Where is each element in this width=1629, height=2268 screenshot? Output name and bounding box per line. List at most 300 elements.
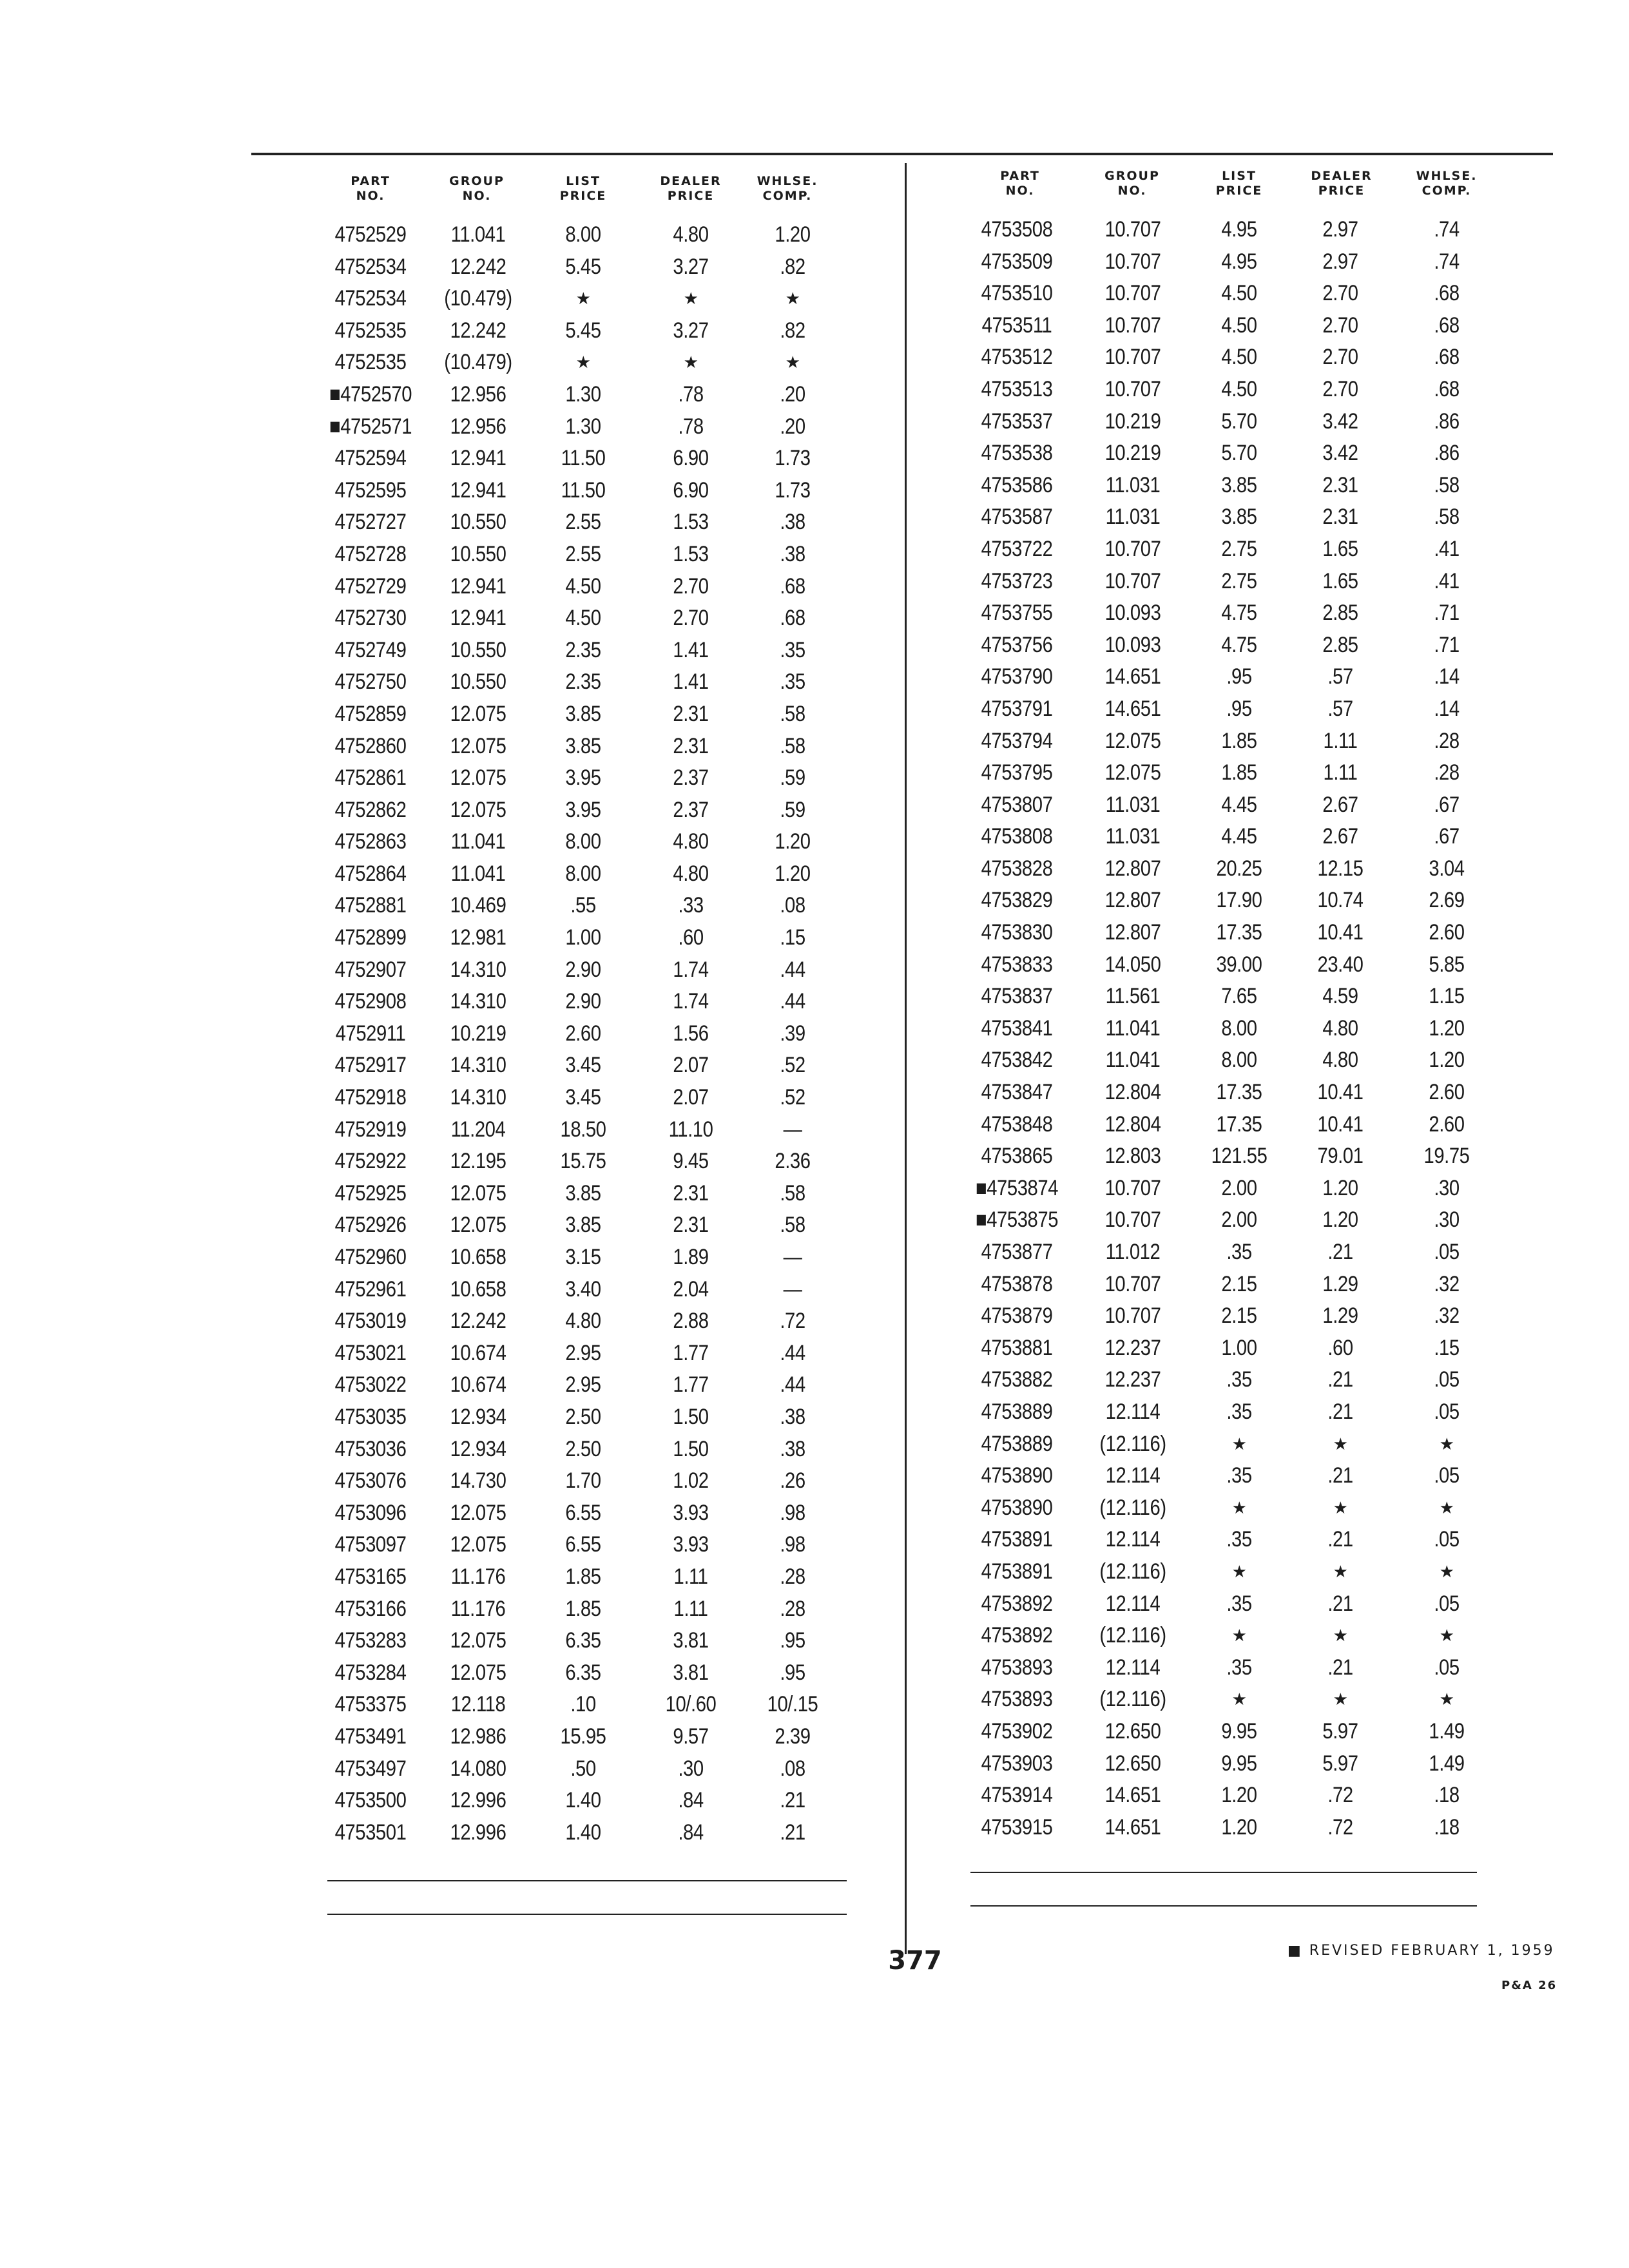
part-no-cell: 4753021 [334,1340,407,1365]
group-no-cell: 12.986 [450,1724,506,1749]
whlse-comp-cell: .05 [1434,1399,1460,1424]
list-price-cell: 4.80 [565,1309,601,1334]
dealer-price-cell: 2.97 [1322,217,1358,242]
dealer-price-cell: .57 [1327,696,1353,721]
list-price-cell: 4.50 [565,606,601,631]
group-no-cell: 10.707 [1104,536,1161,561]
part-no-cell: 4753497 [334,1756,407,1781]
part-no-cell: 4753914 [981,1783,1053,1808]
part-no-cell: 4752729 [334,573,407,599]
dealer-price-cell: 1.89 [673,1245,709,1269]
list-price-cell: 2.35 [565,669,601,695]
dealer-price-cell: 3.27 [673,254,709,279]
whlse-comp-cell: 1.20 [775,829,811,854]
part-no-cell: 4753892 [981,1591,1053,1616]
whlse-comp-cell: 2.69 [1429,888,1465,913]
list-price-cell: 11.50 [561,446,606,471]
list-price-cell: .35 [1226,1240,1252,1264]
whlse-comp-cell: 3.04 [1429,856,1465,881]
whlse-comp-cell: .30 [1434,1207,1460,1233]
group-no-cell: 12.934 [450,1404,506,1429]
dealer-price-cell: 1.74 [673,957,709,982]
table-row [0,1684,1629,1716]
whlse-comp-cell: .26 [780,1468,805,1494]
list-price-cell: 5.70 [1221,408,1257,434]
list-price-cell: .95 [1226,696,1252,721]
group-no-cell: 11.204 [450,1117,506,1142]
dealer-price-cell: 3.81 [673,1660,709,1685]
group-no-cell: 14.730 [450,1468,506,1494]
group-no-cell: 12.075 [450,797,506,822]
part-no-cell: 4752529 [334,222,407,247]
dealer-price-cell: 2.88 [673,1309,709,1334]
list-price-cell: 1.40 [565,1788,601,1813]
part-no-cell: 4752535 [334,350,407,375]
catalog-code: P&A 26 [1501,1979,1557,1992]
list-price-cell: 5.70 [1221,441,1257,466]
group-no-cell: 14.651 [1104,1814,1161,1840]
group-no-cell: 12.118 [450,1692,506,1717]
list-price-cell: 6.55 [565,1532,601,1557]
header-list-price: LIST PRICE [559,174,607,203]
dealer-price-cell: 12.15 [1317,856,1364,881]
list-price-cell: 8.00 [565,861,601,886]
dealer-price-cell: 6.90 [673,477,709,503]
dealer-price-cell: 4.80 [673,861,709,886]
dealer-price-cell: 1.29 [1322,1271,1358,1296]
table-row [0,1109,1629,1141]
dealer-price-cell: 1.41 [673,669,709,695]
dealer-price-cell: 10.41 [1317,1080,1364,1105]
whlse-comp-cell: .28 [780,1596,805,1621]
dealer-price-cell: 2.85 [1322,632,1358,657]
part-no-cell: 4752860 [334,733,407,758]
group-no-cell: 12.114 [1105,1591,1161,1616]
group-no-cell: 12.941 [450,477,506,503]
part-no-cell: 4752535 [334,318,407,343]
group-no-cell: 10.707 [1104,568,1161,593]
list-price-cell: 2.50 [565,1436,601,1461]
list-price-cell: ★ [1231,1497,1247,1517]
table-row [0,1748,1629,1780]
group-no-cell: 12.075 [1104,728,1161,753]
dealer-price-cell: ★ [683,352,699,372]
part-no-cell: 4752534 [334,254,407,279]
table-row [0,214,1629,246]
whlse-comp-cell: ★ [1439,1561,1454,1581]
part-no-cell: 4753807 [981,792,1053,817]
dealer-price-cell: ★ [1333,1434,1348,1454]
whlse-comp-cell: .98 [780,1500,805,1525]
list-price-cell: ★ [575,289,591,309]
whlse-comp-cell: .38 [780,510,805,535]
group-no-cell: (12.116) [1099,1559,1166,1584]
part-no-cell: 4753879 [981,1303,1053,1329]
part-no-cell: 4753882 [981,1367,1053,1392]
whlse-comp-cell: 2.36 [775,1149,811,1174]
dealer-price-cell: 1.11 [1323,760,1358,785]
dealer-price-cell: 1.77 [673,1340,709,1365]
whlse-comp-cell: .14 [1434,664,1460,689]
table-row [0,1269,1629,1301]
whlse-comp-cell: .08 [780,893,805,918]
dealer-price-cell: .60 [678,925,704,950]
list-price-cell: .35 [1226,1655,1252,1680]
part-no-cell: 4753889 [981,1431,1053,1456]
group-no-cell: 10.469 [450,893,506,918]
group-no-cell: 12.650 [1104,1751,1161,1776]
part-no-cell: 4753890 [981,1495,1053,1520]
header-list-price: LIST PRICE [1215,169,1263,198]
group-no-cell: 10.550 [450,541,506,566]
whlse-comp-cell: .35 [780,669,805,695]
dealer-price-cell: 1.53 [673,510,709,535]
list-price-cell: 4.95 [1221,217,1257,242]
list-price-cell: 2.55 [565,541,601,566]
list-price-cell: 1.85 [1221,760,1257,785]
dealer-price-cell: 2.67 [1322,824,1358,849]
group-no-cell: 12.237 [1104,1367,1161,1392]
group-no-cell: 12.804 [1104,1111,1161,1137]
whlse-comp-cell: .08 [780,1756,805,1781]
whlse-comp-cell: .15 [780,925,805,950]
dealer-price-cell: .60 [1327,1335,1353,1360]
whlse-comp-cell: 1.20 [1429,1015,1465,1041]
whlse-comp-cell: .28 [1434,760,1460,785]
list-price-cell: 8.00 [1221,1015,1257,1041]
table-row [0,533,1629,566]
whlse-comp-cell: .58 [780,1180,805,1206]
table-row [0,821,1629,853]
list-price-cell: 3.45 [565,1085,601,1110]
group-no-cell: 12.242 [450,318,506,343]
group-no-cell: 12.075 [450,1532,506,1557]
part-no-cell: 4753587 [981,505,1053,530]
part-no-cell: 4752925 [334,1180,407,1206]
dealer-price-cell: 1.11 [673,1596,708,1621]
list-price-cell: .35 [1226,1399,1252,1424]
part-no-cell: 4753889 [981,1399,1053,1424]
whlse-comp-cell: 1.73 [775,477,811,503]
dealer-price-cell: 6.90 [673,446,709,471]
part-no-cell: 4753892 [981,1623,1053,1648]
table-row [0,693,1629,726]
list-price-cell: 4.95 [1221,249,1257,274]
table-row [0,917,1629,949]
table-row [0,1716,1629,1748]
dealer-price-cell: ★ [683,289,699,309]
list-price-cell: 8.00 [565,829,601,854]
dealer-price-cell: 4.80 [1322,1015,1358,1041]
dealer-price-cell: 1.41 [673,637,709,662]
left-bottom-rule-1 [327,1880,847,1881]
whlse-comp-cell: .68 [780,573,805,599]
part-no-cell: 4752595 [334,477,407,503]
dealer-price-cell: 79.01 [1317,1144,1364,1169]
whlse-comp-cell: ★ [1439,1626,1454,1646]
part-no-cell: 4752861 [334,765,407,791]
part-no-cell: 4753842 [981,1048,1053,1073]
group-no-cell: 12.807 [1104,888,1161,913]
group-no-cell: 12.075 [450,1180,506,1206]
list-price-cell: 2.95 [565,1372,601,1398]
part-no-cell: ■4752571 [329,414,412,439]
dealer-price-cell: .78 [678,414,704,439]
list-price-cell: 1.40 [565,1820,601,1845]
dealer-price-cell: 2.37 [673,797,709,822]
whlse-comp-cell: .44 [780,1372,805,1398]
whlse-comp-cell: .05 [1434,1463,1460,1488]
group-no-cell: 11.561 [1105,984,1161,1009]
group-no-cell: 10.219 [1104,408,1161,434]
list-price-cell: 3.15 [565,1245,601,1269]
whlse-comp-cell: ★ [1439,1689,1454,1709]
dealer-price-cell: 1.29 [1322,1303,1358,1329]
whlse-comp-cell: .30 [1434,1175,1460,1200]
table-row [0,437,1629,470]
dealer-price-cell: 9.45 [673,1149,709,1174]
header-dealer-price: DEALER PRICE [660,174,722,203]
list-price-cell: 1.00 [1221,1335,1257,1360]
part-no-cell: 4752594 [334,446,407,471]
dealer-price-cell: 4.80 [1322,1048,1358,1073]
list-price-cell: 17.35 [1216,920,1262,945]
whlse-comp-cell: .18 [1434,1783,1460,1808]
list-price-cell: 2.35 [565,637,601,662]
table-row [0,1332,1629,1365]
whlse-comp-cell: .52 [780,1085,805,1110]
whlse-comp-cell: .32 [1434,1303,1460,1329]
header-group-no: GROUP NO. [449,174,505,203]
list-price-cell: ★ [1231,1434,1247,1454]
whlse-comp-cell: ★ [785,289,800,309]
list-price-cell: 2.60 [565,1021,601,1046]
table-row [0,1204,1629,1236]
header-group-no: GROUP NO. [1104,169,1160,198]
list-price-cell: 4.50 [1221,376,1257,401]
group-no-cell: 12.941 [450,573,506,599]
whlse-comp-cell: .68 [780,606,805,631]
list-price-cell: 2.00 [1221,1207,1257,1233]
group-no-cell: 11.031 [1105,505,1161,530]
group-no-cell: 12.242 [450,1309,506,1334]
table-row [0,1044,1629,1077]
table-row [0,1428,1629,1461]
list-price-cell: 17.35 [1216,1080,1262,1105]
list-price-cell: 1.00 [565,925,601,950]
dealer-price-cell: 3.81 [673,1628,709,1653]
dealer-price-cell: .33 [678,893,704,918]
whlse-comp-cell: — [783,1117,802,1142]
header-part-no: PART NO. [351,174,390,203]
part-no-cell: 4752730 [334,606,407,631]
dealer-price-cell: 1.20 [1322,1175,1358,1200]
list-price-cell: 9.95 [1221,1718,1257,1744]
whlse-comp-cell: .68 [1434,281,1460,306]
group-no-cell: 12.996 [450,1788,506,1813]
group-no-cell: 11.041 [450,861,506,886]
dealer-price-cell: 1.50 [673,1436,709,1461]
dealer-price-cell: 2.70 [673,606,709,631]
header-part-no: PART NO. [1000,169,1040,198]
dealer-price-cell: 2.31 [1322,505,1358,530]
dealer-price-cell: 3.27 [673,318,709,343]
dealer-price-cell: 1.77 [673,1372,709,1398]
group-no-cell: 10.674 [450,1372,506,1398]
group-no-cell: (12.116) [1099,1623,1166,1648]
table-row [0,1173,1629,1205]
whlse-comp-cell: ★ [1439,1497,1454,1517]
table-row [0,1780,1629,1812]
whlse-comp-cell: .86 [1434,441,1460,466]
dealer-price-cell: .84 [678,1788,704,1813]
group-no-cell: 11.031 [1105,472,1161,497]
whlse-comp-cell: 5.85 [1429,952,1465,977]
dealer-price-cell: 1.56 [673,1021,709,1046]
table-row [0,726,1629,758]
table-row [0,1652,1629,1684]
part-no-cell: 4752961 [334,1276,407,1302]
dealer-price-cell: .21 [1327,1463,1353,1488]
part-no-cell: 4752728 [334,541,407,566]
list-price-cell: .50 [570,1756,596,1781]
group-no-cell: 10.550 [450,637,506,662]
list-price-cell: 4.50 [1221,281,1257,306]
part-no-cell: 4752926 [334,1213,407,1238]
whlse-comp-cell: .86 [1434,408,1460,434]
list-price-cell: 1.85 [1221,728,1257,753]
whlse-comp-cell: .39 [780,1021,805,1046]
table-row [0,1492,1629,1524]
table-row [0,501,1629,533]
table-row [0,566,1629,598]
dealer-price-cell: 5.97 [1322,1718,1358,1744]
whlse-comp-cell: .58 [1434,505,1460,530]
table-row [0,661,1629,693]
whlse-comp-cell: 1.73 [775,446,811,471]
table-row [0,1140,1629,1173]
whlse-comp-cell: — [783,1245,802,1269]
part-no-cell: 4752749 [334,637,407,662]
part-no-cell: 4753891 [981,1527,1053,1552]
whlse-comp-cell: .52 [780,1053,805,1078]
dealer-price-cell: 10.41 [1317,1111,1364,1137]
header-whlse-comp: WHLSE. COMP. [757,174,818,203]
part-no-cell: 4753795 [981,760,1053,785]
whlse-comp-cell: .82 [780,254,805,279]
part-no-cell: 4753902 [981,1718,1053,1744]
dealer-price-cell: 1.53 [673,541,709,566]
list-price-cell: 15.75 [560,1149,606,1174]
whlse-comp-cell: ★ [1439,1434,1454,1454]
table-row [0,853,1629,885]
part-no-cell: 4752862 [334,797,407,822]
list-price-cell: 1.30 [565,381,601,407]
dealer-price-cell: 1.74 [673,989,709,1014]
list-price-cell: 2.00 [1221,1175,1257,1200]
whlse-comp-cell: .58 [1434,472,1460,497]
list-price-cell: 1.30 [565,414,601,439]
dealer-price-cell: .78 [678,381,704,407]
whlse-comp-cell: .28 [1434,728,1460,753]
dealer-price-cell: .21 [1327,1399,1353,1424]
group-no-cell: 12.981 [450,925,506,950]
part-no-cell: ■4752570 [329,381,412,407]
group-no-cell: 12.934 [450,1436,506,1461]
group-no-cell: 10.093 [1104,632,1161,657]
right-bottom-rule-1 [970,1872,1477,1873]
group-no-cell: 10.707 [1104,345,1161,370]
table-row [0,597,1629,629]
group-no-cell: 12.941 [450,446,506,471]
group-no-cell: 11.176 [450,1596,506,1621]
dealer-price-cell: 2.31 [673,1213,709,1238]
table-row [0,341,1629,374]
group-no-cell: (12.116) [1099,1495,1166,1520]
group-no-cell: 10.707 [1104,1207,1161,1233]
list-price-cell: 1.85 [565,1596,601,1621]
group-no-cell: 12.996 [450,1820,506,1845]
dealer-price-cell: 3.93 [673,1532,709,1557]
group-no-cell: 12.114 [1105,1463,1161,1488]
dealer-price-cell: 4.80 [673,222,709,247]
dealer-price-cell: 3.42 [1322,441,1358,466]
whlse-comp-cell: .14 [1434,696,1460,721]
part-no-cell: 4753878 [981,1271,1053,1296]
list-price-cell: 6.55 [565,1500,601,1525]
group-no-cell: 14.651 [1104,664,1161,689]
part-no-cell: 4752960 [334,1245,407,1269]
group-no-cell: 11.041 [1105,1048,1161,1073]
part-no-cell: 4753833 [981,952,1053,977]
table-row [0,1620,1629,1652]
whlse-comp-cell: .58 [780,1213,805,1238]
page-number: 377 [888,1946,942,1975]
whlse-comp-cell: .05 [1434,1367,1460,1392]
part-no-cell: 4753808 [981,824,1053,849]
dealer-price-cell: ★ [1333,1689,1348,1709]
group-no-cell: (12.116) [1099,1687,1166,1712]
list-price-cell: 6.35 [565,1628,601,1653]
group-no-cell: 12.956 [450,381,506,407]
dealer-price-cell: 2.97 [1322,249,1358,274]
list-price-cell: 4.45 [1221,824,1257,849]
part-no-cell: 4753491 [334,1724,407,1749]
dealer-price-cell: 1.11 [1323,728,1358,753]
group-no-cell: 12.807 [1104,856,1161,881]
part-no-cell: 4753794 [981,728,1053,753]
part-no-cell: 4753829 [981,888,1053,913]
part-no-cell: 4752864 [334,861,407,886]
part-no-cell: 4753513 [981,376,1053,401]
group-no-cell: 14.310 [450,1085,506,1110]
part-no-cell: 4753828 [981,856,1053,881]
list-price-cell: 3.85 [1221,472,1257,497]
group-no-cell: 14.651 [1104,1783,1161,1808]
dealer-price-cell: 2.70 [1322,345,1358,370]
whlse-comp-cell: .41 [1434,536,1460,561]
list-price-cell: 1.70 [565,1468,601,1494]
group-no-cell: 12.075 [450,1213,506,1238]
list-price-cell: 5.45 [565,254,601,279]
table-row [0,629,1629,662]
list-price-cell: 8.00 [565,222,601,247]
list-price-cell: 4.45 [1221,792,1257,817]
part-no-cell: 4753755 [981,601,1053,626]
whlse-comp-cell: 1.49 [1429,1718,1465,1744]
whlse-comp-cell: .20 [780,414,805,439]
part-no-cell: 4753035 [334,1404,407,1429]
